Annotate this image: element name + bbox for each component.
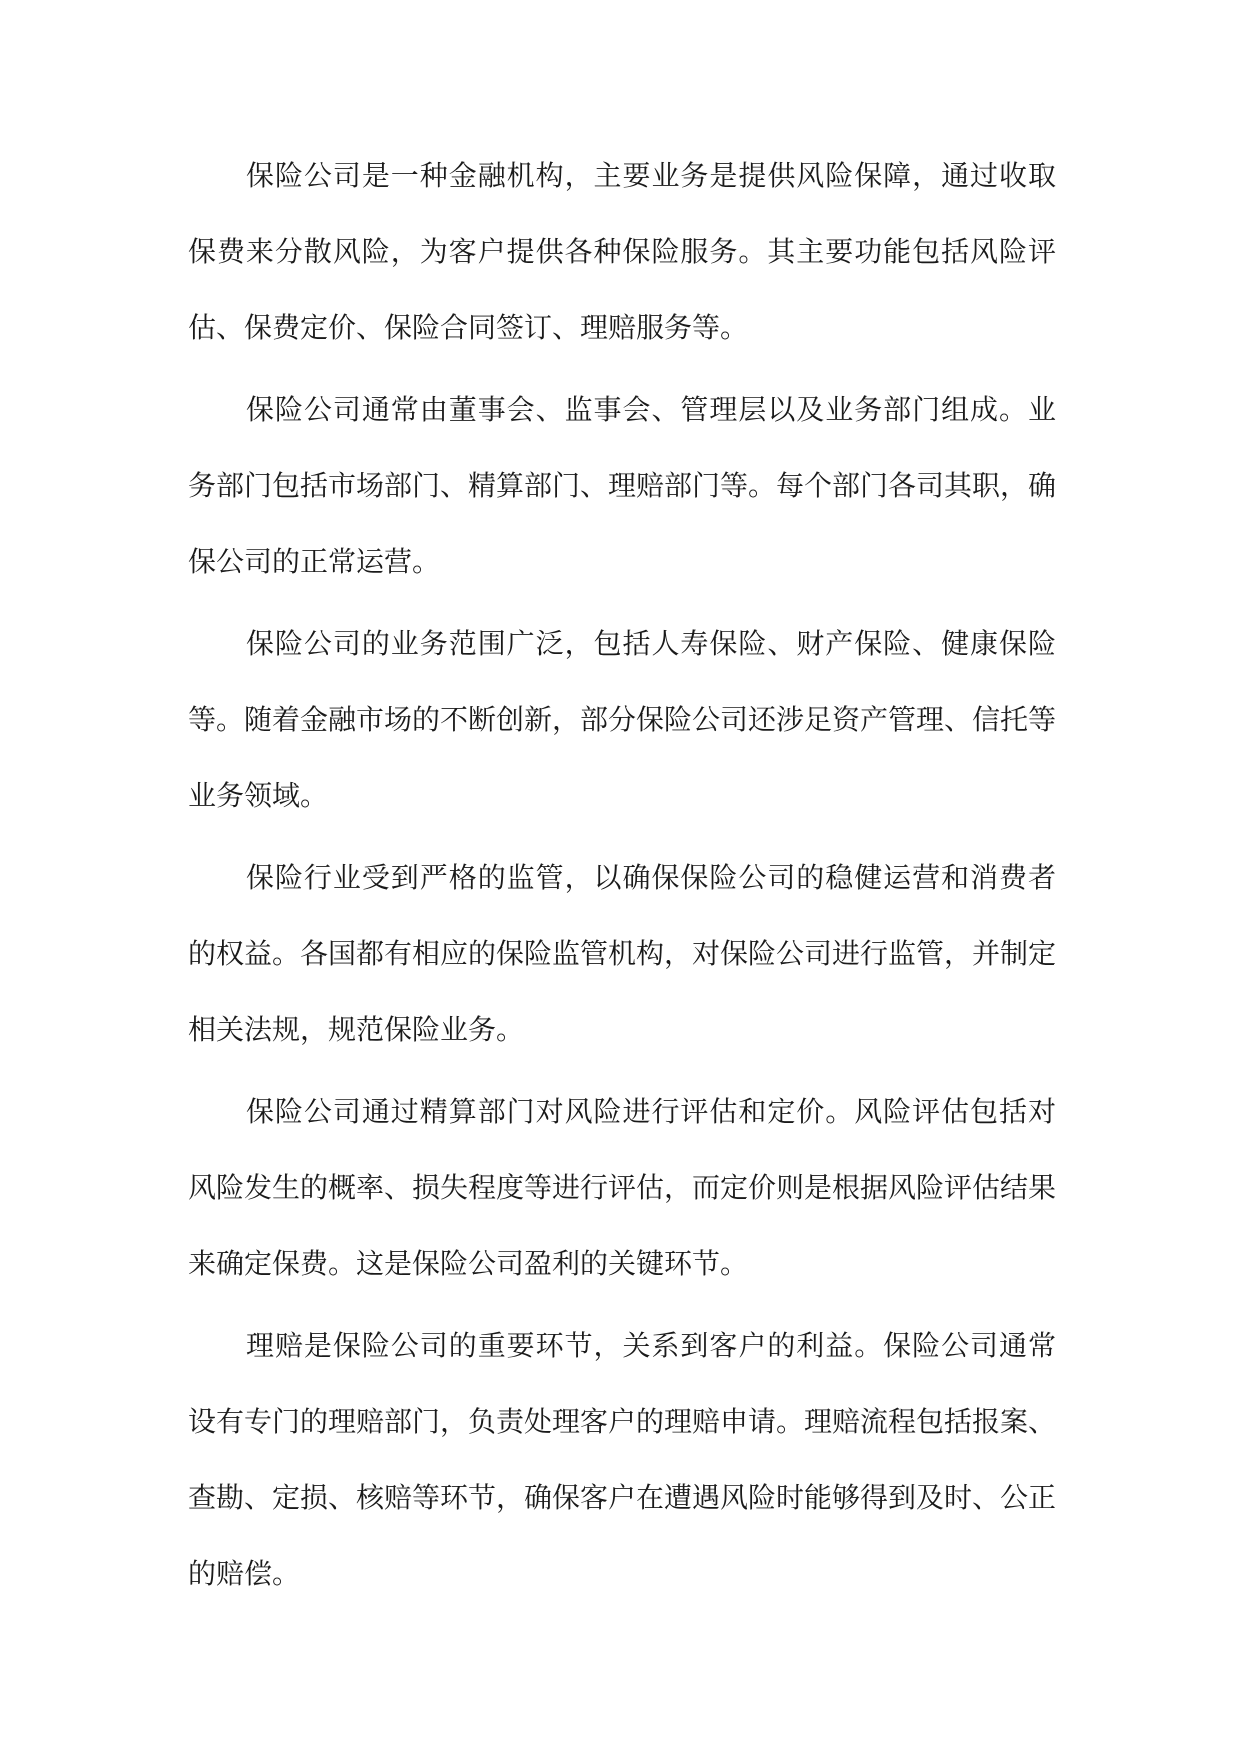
paragraph-4: 保险行业受到严格的监管，以确保保险公司的稳健运营和消费者的权益。各国都有相应的保险监管机构，对保险公司进行监管，并制定相关法规，规范保险业务。 xyxy=(188,861,1057,1046)
document-body xyxy=(188,138,1056,1618)
paragraph-3: 保险公司的业务范围广泛，包括人寿保险、财产保险、健康保险等。随着金融市场的不断创新，部分保险公司还涉足资产管理、信托等业务领域。 xyxy=(188,627,1057,812)
paragraph-6: 理赔是保险公司的重要环节，关系到客户的利益。保险公司通常设有专门的理赔部门，负责处理客户的理赔申请。理赔流程包括报案、查勘、定损、核赔等环节，确保客户在遭遇风险时能够得到及时、公正的赔偿。 xyxy=(188,1329,1057,1590)
paragraph-1: 保险公司是一种金融机构，主要业务是提供风险保障，通过收取保费来分散风险，为客户提供各种保险服务。其主要功能包括风险评估、保费定价、保险合同签订、理赔服务等。 xyxy=(188,159,1056,344)
paragraph-5: 保险公司通过精算部门对风险进行评估和定价。风险评估包括对风险发生的概率、损失程度等进行评估，而定价则是根据风险评估结果来确定保费。这是保险公司盈利的关键环节。 xyxy=(188,1095,1057,1280)
paragraph-2: 保险公司通常由董事会、监事会、管理层以及业务部门组成。业务部门包括市场部门、精算部门、理赔部门等。每个部门各司其职，确保公司的正常运营。 xyxy=(188,393,1057,578)
